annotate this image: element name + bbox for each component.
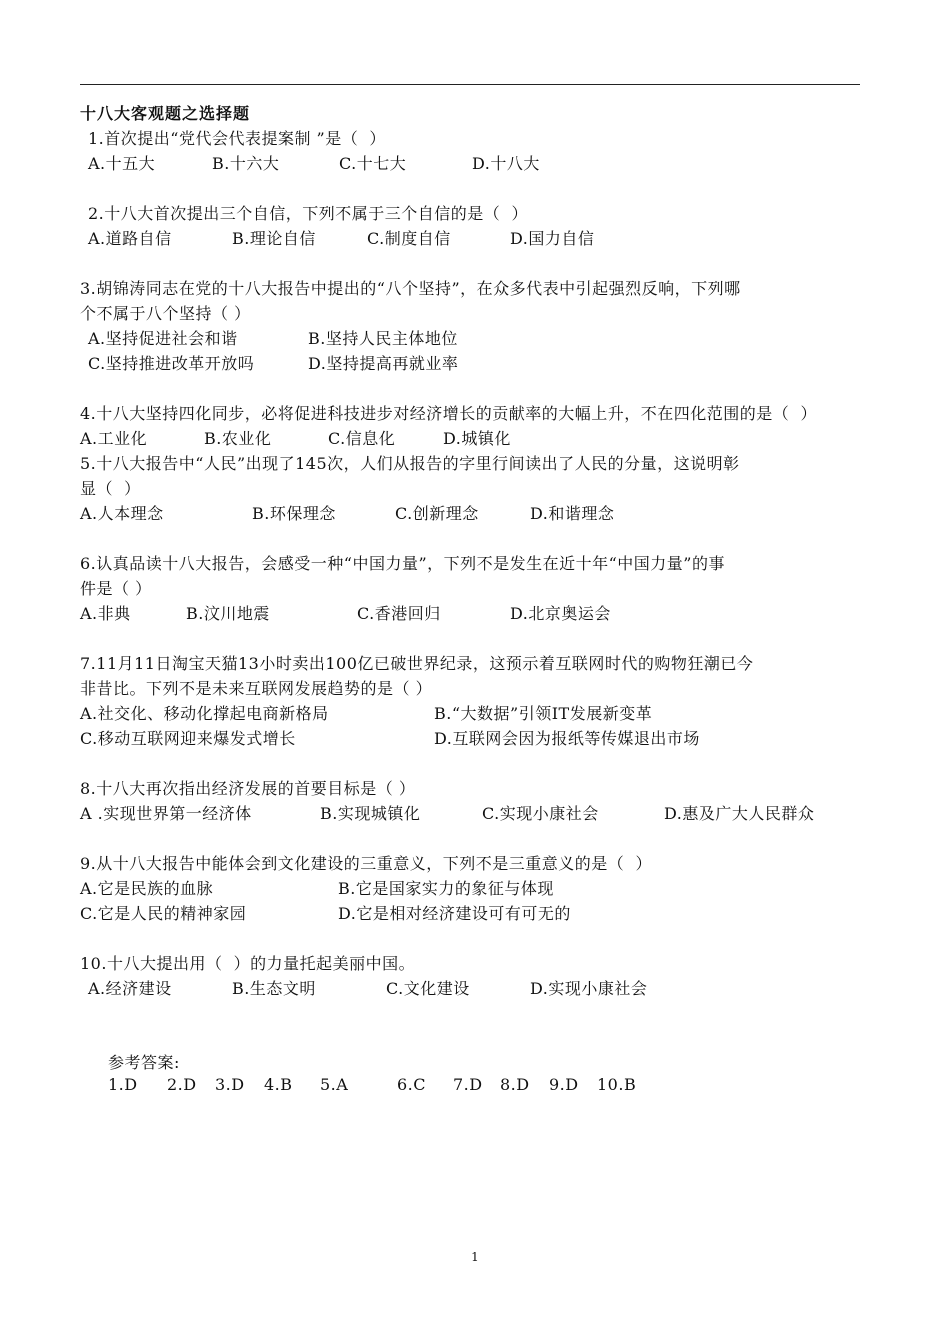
question-2-option-a: A.道路自信 xyxy=(88,229,172,248)
question-6-option-c: C.香港回归 xyxy=(357,604,441,623)
answer-10: 10.B xyxy=(597,1075,637,1094)
question-5-option-c: C.创新理念 xyxy=(395,504,479,523)
question-10-option-b: B.生态文明 xyxy=(232,979,316,998)
question-7-option-b: B.“大数据”引领IT发展新变革 xyxy=(434,704,653,723)
answer-2: 2.D xyxy=(167,1075,197,1094)
question-2-option-b: B.理论自信 xyxy=(232,229,316,248)
question-2-option-d: D.国力自信 xyxy=(510,229,595,248)
answer-4: 4.B xyxy=(264,1075,293,1094)
question-10-text: 10.十八大提出用（ ）的力量托起美丽中国。 xyxy=(80,954,416,973)
question-3-text-line-2: 个不属于八个坚持（ ） xyxy=(80,304,251,323)
question-10-option-d: D.实现小康社会 xyxy=(530,979,648,998)
answer-9: 9.D xyxy=(549,1075,579,1094)
question-5-text-line-2: 显（ ） xyxy=(80,479,141,498)
question-5-option-d: D.和谐理念 xyxy=(530,504,615,523)
question-8-option-a: A .实现世界第一经济体 xyxy=(80,804,252,823)
question-3-option-d: D.坚持提高再就业率 xyxy=(308,354,459,373)
question-9-option-b: B.它是国家实力的象征与体现 xyxy=(338,879,554,898)
question-5-text-line-1: 5.十八大报告中“人民”出现了145次，人们从报告的字里行间读出了人民的分量，这说明彰 xyxy=(80,454,740,473)
question-8-option-d: D.惠及广大人民群众 xyxy=(664,804,815,823)
question-9-option-c: C.它是人民的精神家园 xyxy=(80,904,247,923)
answer-7: 7.D xyxy=(453,1075,483,1094)
question-7-option-d: D.互联网会因为报纸等传媒退出市场 xyxy=(434,729,700,748)
question-4-option-a: A.工业化 xyxy=(80,429,148,448)
answer-3: 3.D xyxy=(215,1075,245,1094)
question-8-text: 8.十八大再次指出经济发展的首要目标是（ ） xyxy=(80,779,416,798)
question-3-option-a: A.坚持促进社会和谐 xyxy=(88,329,238,348)
question-3-option-c: C.坚持推进改革开放吗 xyxy=(88,354,255,373)
header-rule xyxy=(80,84,860,85)
answer-6: 6.C xyxy=(397,1075,427,1094)
question-1-option-b: B.十六大 xyxy=(212,154,280,173)
question-6-option-d: D.北京奥运会 xyxy=(510,604,611,623)
question-1-option-c: C.十七大 xyxy=(339,154,407,173)
question-6-option-b: B.汶川地震 xyxy=(186,604,270,623)
question-9-text: 9.从十八大报告中能体会到文化建设的三重意义，下列不是三重意义的是（ ） xyxy=(80,854,652,873)
question-7-text-line-2: 非昔比。下列不是未来互联网发展趋势的是（ ） xyxy=(80,679,433,698)
question-8-option-c: C.实现小康社会 xyxy=(482,804,599,823)
question-3-text-line-1: 3.胡锦涛同志在党的十八大报告中提出的“八个坚持”，在众多代表中引起强烈反响，下列哪 xyxy=(80,279,741,298)
question-7-option-c: C.移动互联网迎来爆发式增长 xyxy=(80,729,296,748)
question-10-option-c: C.文化建设 xyxy=(386,979,470,998)
question-6-text-line-1: 6.认真品读十八大报告，会感受一种“中国力量”，下列不是发生在近十年“中国力量”的事 xyxy=(80,554,725,573)
question-4-option-d: D.城镇化 xyxy=(443,429,511,448)
question-3-option-b: B.坚持人民主体地位 xyxy=(308,329,458,348)
question-9-option-a: A.它是民族的血脉 xyxy=(80,879,214,898)
answer-5: 5.A xyxy=(320,1075,349,1094)
question-4-text: 4.十八大坚持四化同步，必将促进科技进步对经济增长的贡献率的大幅上升，不在四化范围的是（ ） xyxy=(80,404,817,423)
question-6-text-line-2: 件是（ ） xyxy=(80,579,152,598)
question-5-option-b: B.环保理念 xyxy=(252,504,336,523)
answer-8: 8.D xyxy=(500,1075,530,1094)
question-6-option-a: A.非典 xyxy=(80,604,131,623)
question-1-option-d: D.十八大 xyxy=(472,154,540,173)
page-number: 1 xyxy=(471,1250,479,1264)
question-10-option-a: A.经济建设 xyxy=(88,979,172,998)
question-8-option-b: B.实现城镇化 xyxy=(320,804,421,823)
question-4-option-b: B.农业化 xyxy=(204,429,272,448)
question-7-text-line-1: 7.11月11日淘宝天猫13小时卖出100亿已破世界纪录，这预示着互联网时代的购物狂潮已今 xyxy=(80,654,754,673)
question-1-option-a: A.十五大 xyxy=(88,154,156,173)
question-5-option-a: A.人本理念 xyxy=(80,504,164,523)
answers-label: 参考答案: xyxy=(108,1053,180,1072)
page-title: 十八大客观题之选择题 xyxy=(80,104,251,123)
question-2-text: 2.十八大首次提出三个自信，下列不属于三个自信的是（ ） xyxy=(88,204,528,223)
question-9-option-d: D.它是相对经济建设可有可无的 xyxy=(338,904,571,923)
question-2-option-c: C.制度自信 xyxy=(367,229,451,248)
question-7-option-a: A.社交化、移动化撑起电商新格局 xyxy=(80,704,329,723)
question-1-text: 1.首次提出“党代会代表提案制 ”是（ ） xyxy=(88,129,386,148)
answer-1: 1.D xyxy=(108,1075,138,1094)
question-4-option-c: C.信息化 xyxy=(328,429,396,448)
